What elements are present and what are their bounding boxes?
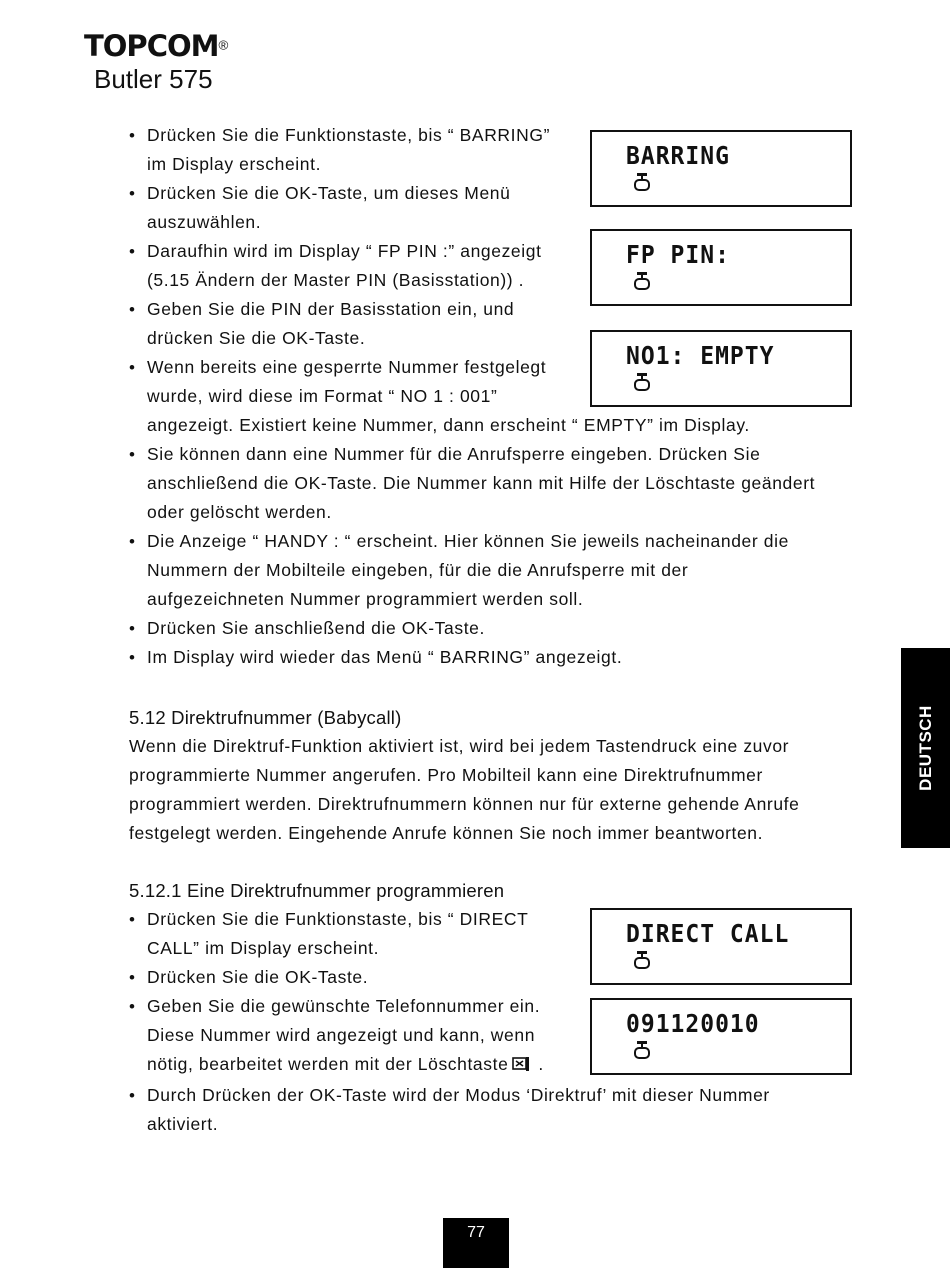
paragraph-line: festgelegt werden. Eingehende Anrufe können Sie noch immer beantworten. xyxy=(129,823,764,843)
text-line: Drücken Sie die Funktionstaste, bis “ DIRECT xyxy=(147,909,529,929)
text-line: CALL” im Display erscheint. xyxy=(147,938,380,958)
text-line: aktiviert. xyxy=(147,1114,219,1134)
bullet: • xyxy=(129,445,135,464)
bullet: • xyxy=(129,300,135,319)
lcd-display-number xyxy=(590,998,852,1075)
lcd-text: FP PIN: xyxy=(626,241,730,270)
lcd-display-fp-pin xyxy=(590,229,852,306)
text-line: Nummern der Mobilteile eingeben, für die die Anrufsperre mit der xyxy=(147,560,689,580)
lcd-text: BARRING xyxy=(626,142,730,171)
lcd-text: DIRECT CALL xyxy=(626,920,790,949)
paragraph-line: programmiert werden. Direktrufnummern können nur für externe gehende Anrufe xyxy=(129,794,800,814)
bullet: • xyxy=(129,532,135,551)
text-line: anschließend die OK-Taste. Die Nummer kann mit Hilfe der Löschtaste geändert xyxy=(147,473,816,493)
delete-key-icon xyxy=(512,1056,530,1072)
text-line: oder gelöscht werden. xyxy=(147,502,332,522)
text-line: angezeigt. Existiert keine Nummer, dann erscheint “ EMPTY” im Display. xyxy=(147,415,750,435)
text-line: drücken Sie die OK-Taste. xyxy=(147,328,366,348)
brand-name: TOPCOM xyxy=(84,29,219,63)
lcd-text: NO1: EMPTY xyxy=(626,342,775,371)
text-line: im Display erscheint. xyxy=(147,154,322,174)
bullet: • xyxy=(129,910,135,929)
bullet: • xyxy=(129,242,135,261)
bullet: • xyxy=(129,648,135,667)
bullet: • xyxy=(129,619,135,638)
text-line: Durch Drücken der OK-Taste wird der Modus ‘Direktruf’ mit dieser Nummer xyxy=(147,1085,770,1105)
bullet: • xyxy=(129,184,135,203)
text-line: Wenn bereits eine gesperrte Nummer festgelegt xyxy=(147,357,547,377)
bullet: • xyxy=(129,1086,135,1105)
language-tab xyxy=(901,648,950,848)
text-line: Geben Sie die gewünschte Telefonnummer ein. xyxy=(147,996,541,1016)
text-line: Drücken Sie anschließend die OK-Taste. xyxy=(147,618,485,638)
language-tab-label: DEUTSCH xyxy=(915,705,935,791)
text-line-with-icon xyxy=(147,1050,544,1079)
handset-icon xyxy=(632,372,652,392)
text-line: Geben Sie die PIN der Basisstation ein, und xyxy=(147,299,515,319)
lcd-display-direct-call xyxy=(590,908,852,985)
text-line: Drücken Sie die OK-Taste. xyxy=(147,967,369,987)
handset-icon xyxy=(632,172,652,192)
subsection-heading: 5.12.1 Eine Direktrufnummer programmieren xyxy=(129,880,505,901)
registered-mark: ® xyxy=(218,37,229,53)
paragraph-line: programmierte Nummer angerufen. Pro Mobilteil kann eine Direktrufnummer xyxy=(129,765,763,785)
lcd-text: 091120010 xyxy=(626,1010,760,1039)
page-number: 77 xyxy=(443,1218,509,1268)
bullet: • xyxy=(129,968,135,987)
text-line: Die Anzeige “ HANDY : “ erscheint. Hier können Sie jeweils nacheinander die xyxy=(147,531,789,551)
text-line: wurde, wird diese im Format “ NO 1 : 001” xyxy=(147,386,498,406)
text-line: Diese Nummer wird angezeigt und kann, wenn xyxy=(147,1025,536,1045)
text-line: Daraufhin wird im Display “ FP PIN :” angezeigt xyxy=(147,241,542,261)
text-line: aufgezeichneten Nummer programmiert werden soll. xyxy=(147,589,584,609)
text-line: Im Display wird wieder das Menü “ BARRING” angezeigt. xyxy=(147,647,623,667)
lcd-display-no1-empty xyxy=(590,330,852,407)
text-line: Sie können dann eine Nummer für die Anrufsperre eingeben. Drücken Sie xyxy=(147,444,761,464)
text-line: Drücken Sie die OK-Taste, um dieses Menü xyxy=(147,183,511,203)
topcom-logo xyxy=(84,30,228,62)
bullet: • xyxy=(129,997,135,1016)
section-heading: 5.12 Direktrufnummer (Babycall) xyxy=(129,707,402,728)
text-segment: . xyxy=(538,1054,544,1074)
handset-icon xyxy=(632,950,652,970)
text-line: (5.15 Ändern der Master PIN (Basisstation)) . xyxy=(147,270,525,290)
text-line: Drücken Sie die Funktionstaste, bis “ BARRING” xyxy=(147,125,551,145)
handset-icon xyxy=(632,1040,652,1060)
bullet: • xyxy=(129,358,135,377)
bullet: • xyxy=(129,126,135,145)
text-line: auszuwählen. xyxy=(147,212,262,232)
handset-icon xyxy=(632,271,652,291)
text-segment: nötig, bearbeitet werden mit der Löschtaste xyxy=(147,1054,509,1074)
paragraph-line: Wenn die Direktruf-Funktion aktiviert ist, wird bei jedem Tastendruck eine zuvor xyxy=(129,736,790,756)
lcd-display-barring xyxy=(590,130,852,207)
model-name: Butler 575 xyxy=(94,64,213,94)
